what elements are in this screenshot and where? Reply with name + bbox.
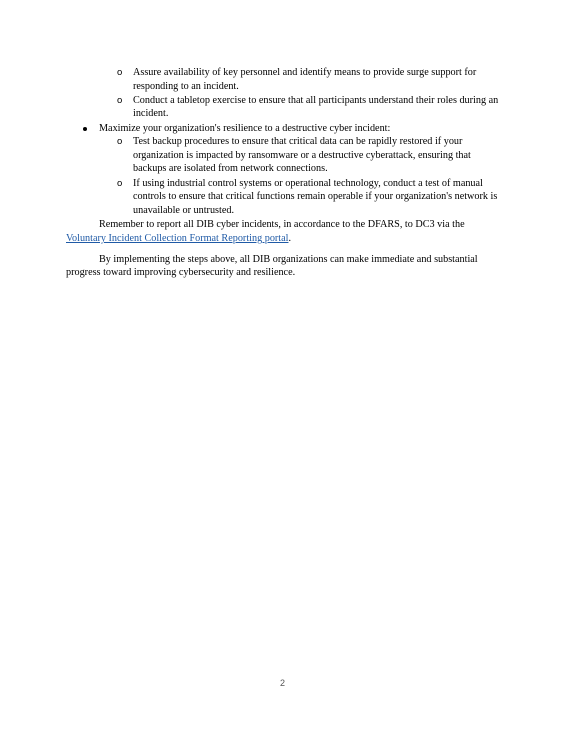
report-paragraph [66,218,506,245]
nested-sub-list [99,135,506,217]
reporting-portal-link[interactable]: Voluntary Incident Collection Format Reporting portal [66,232,289,244]
list-item [117,177,506,218]
bullet-dot-icon [83,127,87,131]
sub-bullet-marker: o [117,67,123,78]
list-item-text: If using industrial control systems or operational technology, conduct a test of manual controls to ensure that critical functions remain operable if your organization's network is unavailable or untrusted. [133,177,498,216]
closing-paragraph: By implementing the steps above, all DIB organizations can make immediate and substantial progress toward improving cybersecurity and resilience. [66,253,478,279]
list-item-text: Test backup procedures to ensure that critical data can be rapidly restored if your organization is impacted by ransomware or a destructive cyberattack, ensuring that backups are isolated from network connections. [133,136,471,175]
paragraph-text: Remember to report all DIB cyber incidents, in accordance to the DFARS, to DC3 via the [99,219,465,231]
paragraph-text-end: . [288,232,292,244]
list-item-text: Assure availability of key personnel and identify means to provide surge support for responding to an incident. [133,67,477,92]
sub-bullet-marker: o [117,94,123,106]
page-number: 2 [279,678,285,688]
sub-bullet-marker: o [117,136,123,148]
list-item [117,66,506,93]
page-content [66,66,506,280]
list-item [117,94,506,121]
sub-bullet-marker: o [117,177,123,189]
bullet-text: Maximize your organization's resilience to a destructive cyber incident: [99,122,391,134]
list-item-text: Conduct a tabletop exercise to ensure that all participants understand their roles during an incident. [133,94,499,120]
top-sub-list [66,66,506,121]
list-item [99,122,506,218]
bullet-list [66,122,506,218]
list-item [117,135,506,176]
